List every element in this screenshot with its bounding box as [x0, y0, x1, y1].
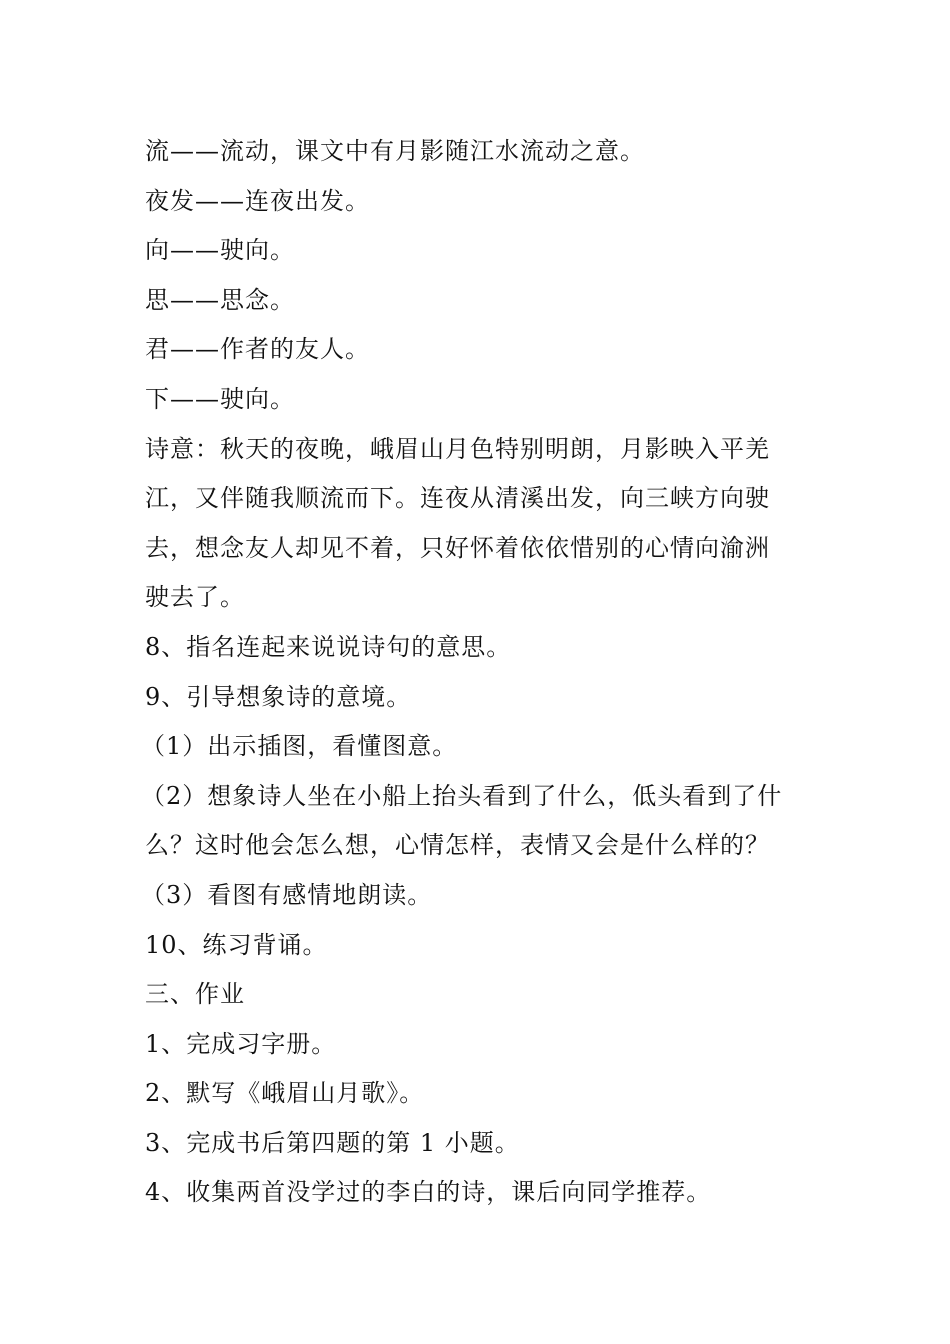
step-9-sub-3: （3）看图有感情地朗读。 — [141, 880, 433, 909]
step-9: 9、引导想象诗的意境。 — [145, 682, 412, 711]
definition-xia: 下——驶向。 — [145, 384, 295, 413]
step-8: 8、指名连起来说说诗句的意思。 — [145, 632, 512, 661]
step-9-sub-2-line-1: （2）想象诗人坐在小船上抬头看到了什么，低头看到了什 — [141, 781, 783, 810]
step-10: 10、练习背诵。 — [145, 930, 328, 959]
step-9-sub-1: （1）出示插图，看懂图意。 — [141, 732, 458, 761]
definition-jun: 君——作者的友人。 — [145, 335, 370, 364]
definition-liu: 流——流动，课文中有月影随江水流动之意。 — [145, 137, 645, 165]
definition-si: 思——思念。 — [145, 285, 295, 314]
poem-meaning-line-4: 驶去了。 — [145, 583, 245, 612]
homework-item-4: 4、收集两首没学过的李白的诗，课后向同学推荐。 — [145, 1178, 712, 1207]
homework-item-2: 2、默写《峨眉山月歌》。 — [145, 1079, 425, 1108]
definition-yefa: 夜发——连夜出发。 — [145, 186, 370, 215]
poem-meaning-line-2: 江，又伴随我顺流而下。连夜从清溪出发，向三峡方向驶 — [145, 484, 770, 513]
poem-meaning-line-1: 诗意：秋天的夜晚，峨眉山月色特别明朗，月影映入平羌 — [145, 434, 770, 463]
homework-item-3: 3、完成书后第四题的第 1 小题。 — [145, 1128, 520, 1157]
definition-xiang: 向——驶向。 — [145, 236, 295, 265]
step-9-sub-2-line-2: 么？这时他会怎么想，心情怎样，表情又会是什么样的？ — [145, 831, 770, 860]
homework-item-1: 1、完成习字册。 — [145, 1029, 337, 1058]
poem-meaning-line-3: 去，想念友人却见不着，只好怀着依依惜别的心情向渝洲 — [145, 533, 770, 562]
section-homework-heading: 三、作业 — [145, 980, 245, 1009]
document-body — [141, 127, 810, 1218]
